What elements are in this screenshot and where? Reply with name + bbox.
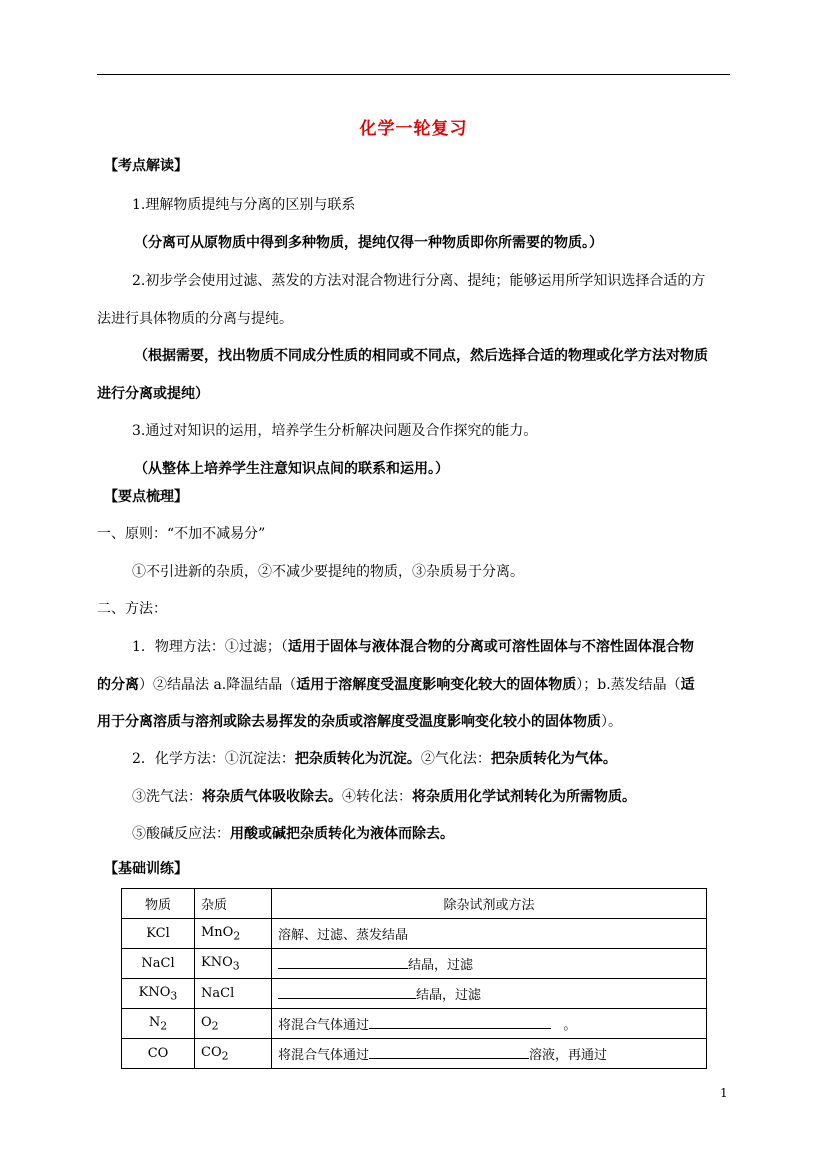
chemical-method-line	[132, 749, 617, 769]
answer-blank[interactable]	[369, 1014, 551, 1029]
impurity-cell: NaCl	[195, 979, 272, 1009]
acid-base-label: ⑤酸碱反应法：	[132, 826, 230, 842]
acid-base-desc: 用酸或碱把杂质转化为液体而除去。	[230, 826, 454, 842]
physical-method-line1	[132, 637, 694, 657]
impurity-cell: $KNO_3$	[195, 949, 272, 979]
gas-washing-label: ③洗气法：	[132, 789, 202, 805]
gasification-desc: 把杂质转化为气体。	[490, 751, 617, 767]
impurity-cell: $O_2$	[195, 1009, 272, 1039]
answer-blank[interactable]	[369, 1044, 529, 1059]
table-row	[122, 1039, 707, 1069]
conversion-desc: 将杂质用化学试剂转化为所需物质。	[412, 789, 636, 805]
substance-cell: KCl	[122, 919, 195, 949]
table-row	[122, 919, 707, 949]
conversion-label: ④转化法：	[342, 789, 412, 805]
answer-blank[interactable]	[278, 984, 416, 999]
page-title: 化学一轮复习	[359, 119, 468, 139]
cooling-crystallization-scope: 适用于溶解度受温度影响变化较大的固体物质	[296, 677, 577, 693]
method-cell: 结晶，过滤	[272, 949, 707, 979]
physical-method-line3	[97, 712, 622, 732]
kaodian-p2-line1: 2.初步学会使用过滤、蒸发的方法对混合物进行分离、提纯；能够运用所学知识选择合适的方	[132, 273, 706, 289]
header-impurity: 杂质	[195, 889, 272, 919]
crystallization-label: ）②结晶法 a.降温结晶（	[139, 677, 297, 693]
substance-cell: CO	[122, 1039, 195, 1069]
substance-cell: $KNO_3$	[122, 979, 195, 1009]
impurity-removal-table	[121, 888, 707, 1069]
principle-heading: 一、原则：“不加不减易分”	[97, 526, 266, 542]
wash-convert-line	[132, 787, 636, 807]
page-number: 1	[720, 1086, 728, 1100]
impurity-cell: $CO_2$	[195, 1039, 272, 1069]
section-heading-kaodian: 【考点解读】	[104, 158, 188, 174]
answer-blank[interactable]	[278, 954, 408, 969]
evaporation-crystallization-label: ）；b.蒸发结晶（	[576, 677, 681, 693]
gas-washing-desc: 将杂质气体吸收除去。	[202, 789, 342, 805]
impurity-cell: MnO$_2$	[195, 919, 272, 949]
evaporation-scope-start: 适	[680, 677, 695, 693]
header-substance: 物质	[122, 889, 195, 919]
section-heading-yaodian: 【要点梳理】	[104, 489, 188, 505]
evaporation-scope: 用于分离溶质与溶剂或除去易挥发的杂质或溶解度受温度影响变化较小的固体物质	[97, 714, 601, 730]
substance-cell: NaCl	[122, 949, 195, 979]
kaodian-p3: 3.通过对知识的运用，培养学生分析解决问题及合作探究的能力。	[132, 423, 538, 439]
method-cell: 溶解、过滤、蒸发结晶	[272, 919, 707, 949]
kaodian-p2-note-line1: （根据需要，找出物质不同成分性质的相同或不同点，然后选择合适的物理或化学方法对物质	[134, 348, 708, 364]
method-cell: 结晶，过滤	[272, 979, 707, 1009]
table-row	[122, 949, 707, 979]
gasification-label: ②气化法：	[420, 751, 491, 767]
kaodian-p1-note: （分离可从原物质中得到多种物质，提纯仅得一种物质即你所需要的物质。）	[134, 235, 603, 251]
filtration-scope: 适用于固体与液体混合物的分离或可溶性固体与不溶性固体混合物	[287, 639, 694, 655]
section-heading-jichu: 【基础训练】	[104, 861, 188, 877]
kaodian-p3-note: （从整体上培养学生注意知识点间的联系和运用。）	[134, 461, 449, 477]
kaodian-p1: 1.理解物质提纯与分离的区别与联系	[132, 197, 356, 213]
kaodian-p2-note-line2: 进行分离或提纯）	[97, 386, 209, 402]
table-row	[122, 979, 707, 1009]
substance-cell: $N_2$	[122, 1009, 195, 1039]
kaodian-p2-line2: 法进行具体物质的分离与提纯。	[97, 311, 293, 327]
precipitation-desc: 把杂质转化为沉淀。	[294, 751, 421, 767]
methods-heading: 二、方法：	[97, 601, 167, 617]
method-cell: 将混合气体通过 。	[272, 1009, 707, 1039]
principle-detail: ①不引进新的杂质，②不减少要提纯的物质，③杂质易于分离。	[132, 564, 524, 580]
evaporation-scope-end: ）。	[601, 714, 622, 730]
precipitation-label: 2．化学方法：①沉淀法：	[132, 751, 295, 767]
physical-method-label: 1．物理方法：①过滤；（	[132, 639, 288, 655]
table-header-row	[122, 889, 707, 919]
table-row	[122, 1009, 707, 1039]
physical-method-line2	[97, 675, 695, 695]
filtration-scope-end: 的分离	[97, 677, 139, 693]
header-method: 除杂试剂或方法	[272, 889, 707, 919]
method-cell: 将混合气体通过 溶液，再通过	[272, 1039, 707, 1069]
acid-base-line	[132, 824, 454, 844]
header-rule	[97, 74, 730, 75]
